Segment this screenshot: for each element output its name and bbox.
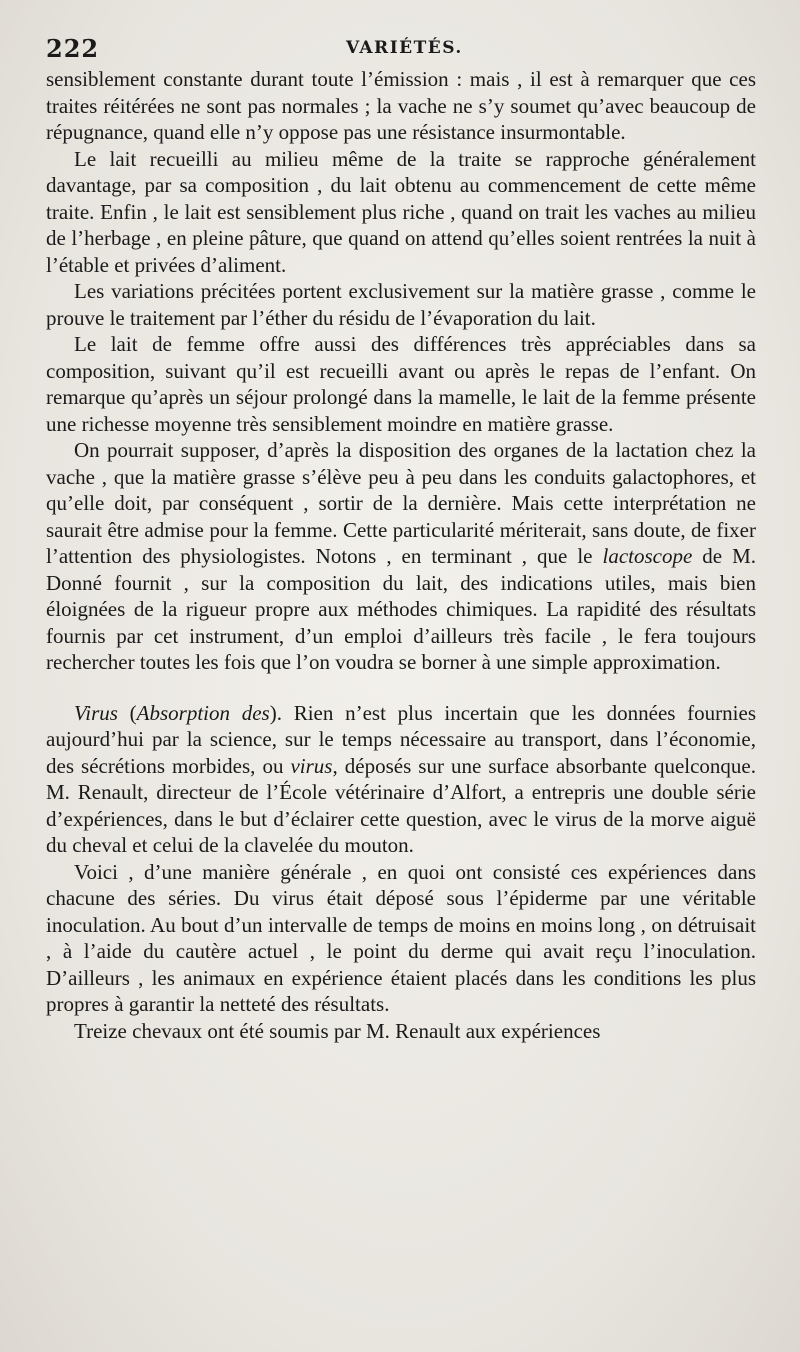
- paragraph-treize-chevaux: Treize chevaux ont été soumis par M. Renault aux expériences: [74, 1018, 601, 1043]
- page-header: [46, 34, 758, 68]
- italic-term: virus: [290, 753, 333, 778]
- section-subheading: Absorption des: [136, 700, 270, 725]
- paragraph-continuation: sensiblement constante durant toute l’émission : mais , il est à remarquer que ces traites réitérées ne sont pas normales ; la vache ne s’y soumet qu’avec beaucoup de répugnance, quand elle n’y oppose pas une résistance insurmontable.: [46, 67, 756, 144]
- text-run: (: [117, 700, 137, 725]
- text-run: On pourrait supposer, d’après la disposition des organes de la lactation chez la vache , que la matière grasse s’élève peu à peu dans les conduits galactophores, et qu’elle doit, par conséquent , sortir de la dernière. Mais cette interprétation ne saurait être admise pour la femme. Cette particularité mériterait, sans doute, de fixer l’attention des physiologistes. Notons , en terminant , que le: [46, 438, 756, 568]
- paragraph-traite: Le lait recueilli au milieu même de la traite se rapproche généralement davantage, par sa composition , du lait obtenu au commencement de cette même traite. Enfin , le lait est sensiblement plus riche , quand on trait les vaches au milieu de l’herbage , en pleine pâture, que quand on attend qu’elles soient rentrées la nuit à l’étable et privées d’aliment.: [46, 146, 756, 277]
- paragraph-virus: [46, 700, 756, 859]
- paragraph-lactoscope: [46, 437, 756, 676]
- section-gap: [46, 676, 756, 700]
- paragraph-variations: Les variations précitées portent exclusivement sur la matière grasse , comme le prouve le traitement par l’éther du résidu de l’évaporation du lait.: [46, 279, 756, 330]
- italic-term: lactoscope: [602, 544, 693, 568]
- paragraph-lait-femme: Le lait de femme offre aussi des différences très appréciables dans sa composition, suivant qu’il est recueilli avant ou après le repas de l’enfant. On remarque qu’après un séjour prolongé dans la mamelle, le lait de la femme présente une richesse moyenne très sensiblement moindre en matière grasse.: [46, 332, 756, 436]
- text-run: , déposés sur une surface absorbante quelconque. M. Renault, directeur de l’École vétérinaire d’Alfort, a entrepris une double série d’expériences, dans le but d’éclairer cette question, avec le virus de la morve aiguë du cheval et celui de la clavelée du mouton.: [46, 753, 756, 857]
- running-title: VARIÉTÉS.: [346, 38, 463, 58]
- paragraph-experiences: Voici , d’une manière générale , en quoi ont consisté ces expériences dans chacune des séries. Du virus était déposé sous l’épiderme par une véritable inoculation. Au bout d’un intervalle de temps de moins en moins long , on détruisait , à l’aide du cautère actuel , le point du derme qui avait reçu l’inoculation. D’ailleurs , les animaux en expérience étaient placés dans les conditions les plus propres à garantir la netteté des résultats.: [46, 859, 756, 1016]
- text-run: ). Rien n’est plus incertain que les données fournies aujourd’hui par la science, sur le temps nécessaire au transport, dans l’économie, des sécrétions morbides, ou: [46, 700, 756, 778]
- page-number: 222: [46, 34, 100, 63]
- section-heading-virus: Virus: [74, 700, 118, 725]
- page-body: [46, 66, 756, 1044]
- text-run: de M. Donné fournit , sur la composition du lait, des indications utiles, mais bien éloignées de la rigueur propre aux méthodes chimiques. La rapidité des résultats fournis par cet instrument, d’un emploi d’ailleurs très facile , le fera toujours rechercher toutes les fois que l’on voudra se borner à une simple approximation.: [46, 544, 757, 674]
